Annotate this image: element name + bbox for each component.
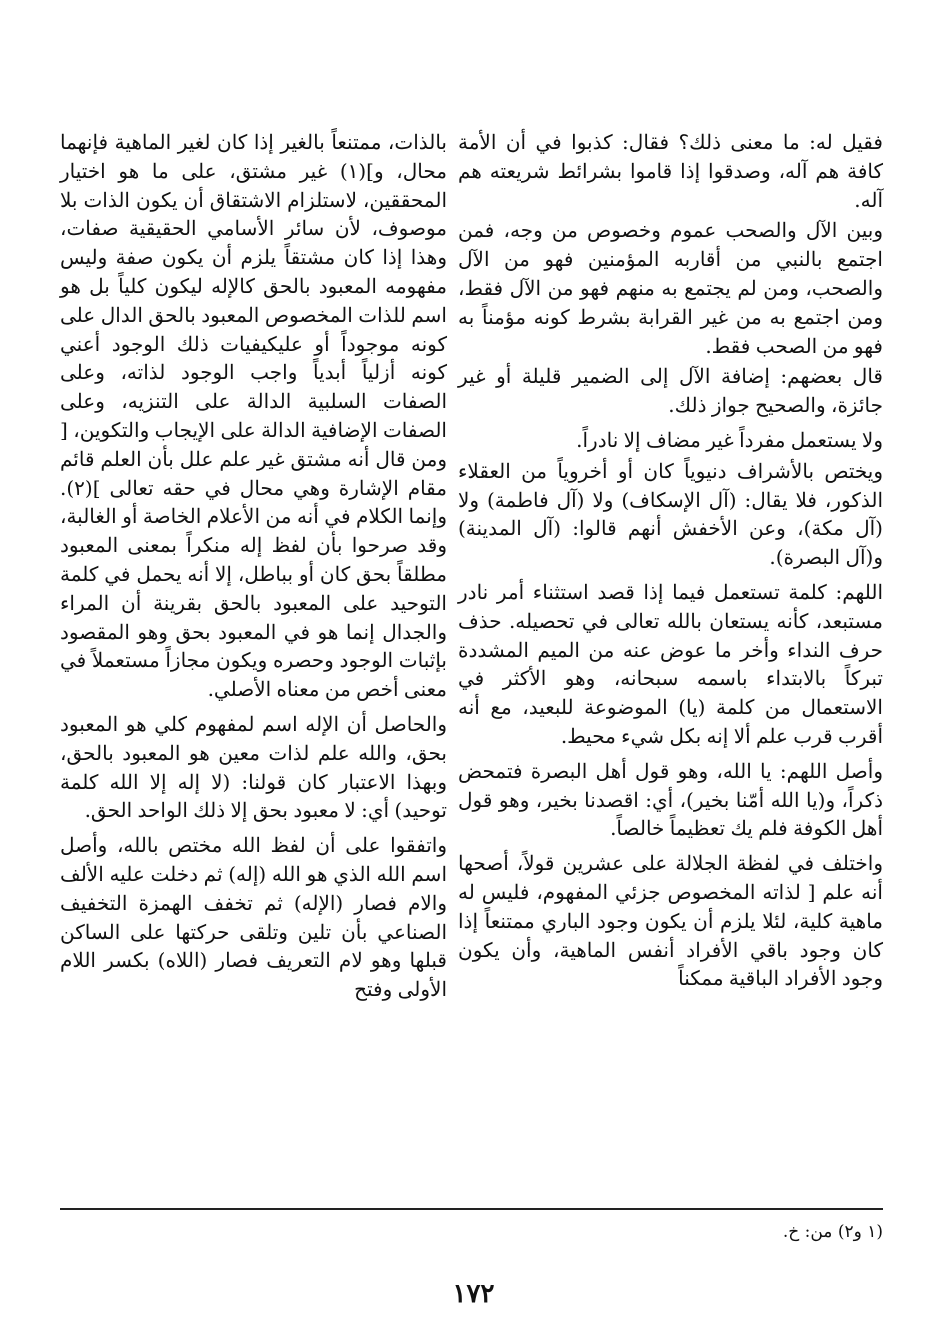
paragraph: ولا يستعمل مفرداً غير مضاف إلا نادراً. <box>576 427 883 452</box>
footnote: (١ و٢) من: خ. <box>782 1222 883 1242</box>
paragraph: واتفقوا على أن لفظ الله مختص بالله، وأصل اسم الله الذي هو الله (إله) ثم دخلت عليه الألف والام فصار (الإله) ثم تخفف الهمزة التخفيف الصناعي بأن تلين وتلقى حركتها على الساكن قبلها وهو لام التعريف فصار (اللاه) بكسر اللام الأولى وفتح <box>60 833 447 1002</box>
paragraph: ويختص بالأشراف دنيوياً كان أو أخروياً من العقلاء الذكور، فلا يقال: (آل الإسكاف) ولا (آل فاطمة) ولا (آل مكة)، وعن الأخفش أنهم قالوا: (آل المدينة) و(آل البصرة). <box>458 458 883 570</box>
paragraph: وأصل اللهم: يا الله، وهو قول أهل البصرة فتمحض ذكراً، و(يا الله أمّنا بخير)، أي: اقصدنا بخير، وهو قول أهل الكوفة فلم يك تعظيماً خالصاً. <box>458 758 883 841</box>
right-column <box>458 128 883 999</box>
paragraph: اللهم: كلمة تستعمل فيما إذا قصد استثناء أمر نادر مستبعد، كأنه يستعان بالله تعالى في تحصيله. حذف حرف النداء وأخر ما عوض عنه من الميم المشددة تبركاً بالابتداء باسمه سبحانه، وهو الأكثر في الاستعمال من كلمة (يا) الموضوعة للبعيد، مع أنه أقرب قرب علم ألا إنه بكل شيء محيط. <box>458 579 883 748</box>
paragraph: فقيل له: ما معنى ذلك؟ فقال: كذبوا في أن الأمة كافة هم آله، وصدقوا إذا قاموا بشرائط شريعته هم آله. <box>458 130 883 212</box>
paragraph: واختلف في لفظة الجلالة على عشرين قولاً، أصحها أنه علم [ لذاته المخصوص جزئي المفهوم، فليس له ماهية كلية، لئلا يلزم أن يكون وجود الباري ممتنعاً إذا كان وجود باقي الأفراد أنفس الماهية، وأن يكون وجود الأفراد الباقية ممكناً <box>458 851 883 991</box>
page-number: ١٧٢ <box>452 1279 495 1309</box>
footnote-divider <box>60 1208 883 1210</box>
paragraph: وبين الآل والصحب عموم وخصوص من وجه، فمن اجتمع بالنبي من أقاربه المؤمنين فهو من الآل والصحب، ومن لم يجتمع به منهم فهو من الآل فقط، ومن اجتمع به من غير القرابة بشرط كونه مؤمناً به فهو من الصحب فقط. <box>458 218 883 358</box>
paragraph: قال بعضهم: إضافة الآل إلى الضمير قليلة أو غير جائزة، والصحيح جواز ذلك. <box>458 364 883 418</box>
left-column <box>60 128 447 1010</box>
paragraph: بالذات، ممتنعاً بالغير إذا كان لغير الماهية فإنهما محال، و](١) غير مشتق، على ما هو اختيار المحققين، لاستلزام الاشتقاق أن يكون الذات بلا موصوف، لأن سائر الأسامي الحقيقية صفات، وهذا إذا كان مشتقاً يلزم أن يكون صفة وليس مفهومه المعبود بالحق كالإله ليكون كلياً بل هو اسم للذات المخصوص المعبود بالحق الدال على كونه موجوداً أو عليكيفيات ذلك الوجود أعني كونه أزلياً أبدياً واجب الوجود لذاته، وعلى الصفات السلبية الدالة على التنزيه، وعلى الصفات الإضافية الدالة على الإيجاب والتكوين، [ ومن قال أنه مشتق غير علم علل بأن العلم قائم مقام الإشارة وهي محال في حقه تعالى ](٢). وإنما الكلام في أنه من الأعلام الخاصة أو الغالبة، وقد صرحوا بأن لفظ إله منكراً بمعنى المعبود مطلقاً بحق كان أو بباطل، إلا أنه يحمل في كلمة التوحيد على المعبود بالحق بقرينة أن المراء والجدال إنما هو في المعبود بحق وهو المقصود بإثبات الوجود وحصره ويكون مجازاً مستعملاً في معنى أخص من معناه الأصلي. <box>60 130 447 702</box>
paragraph: والحاصل أن الإله اسم لمفهوم كلي هو المعبود بحق، والله علم لذات معين هو المعبود بالحق، وبهذا الاعتبار كان قولنا: (لا إله إلا الله كلمة توحيد) أي: لا معبود بحق إلا ذلك الواحد الحق. <box>60 711 447 823</box>
